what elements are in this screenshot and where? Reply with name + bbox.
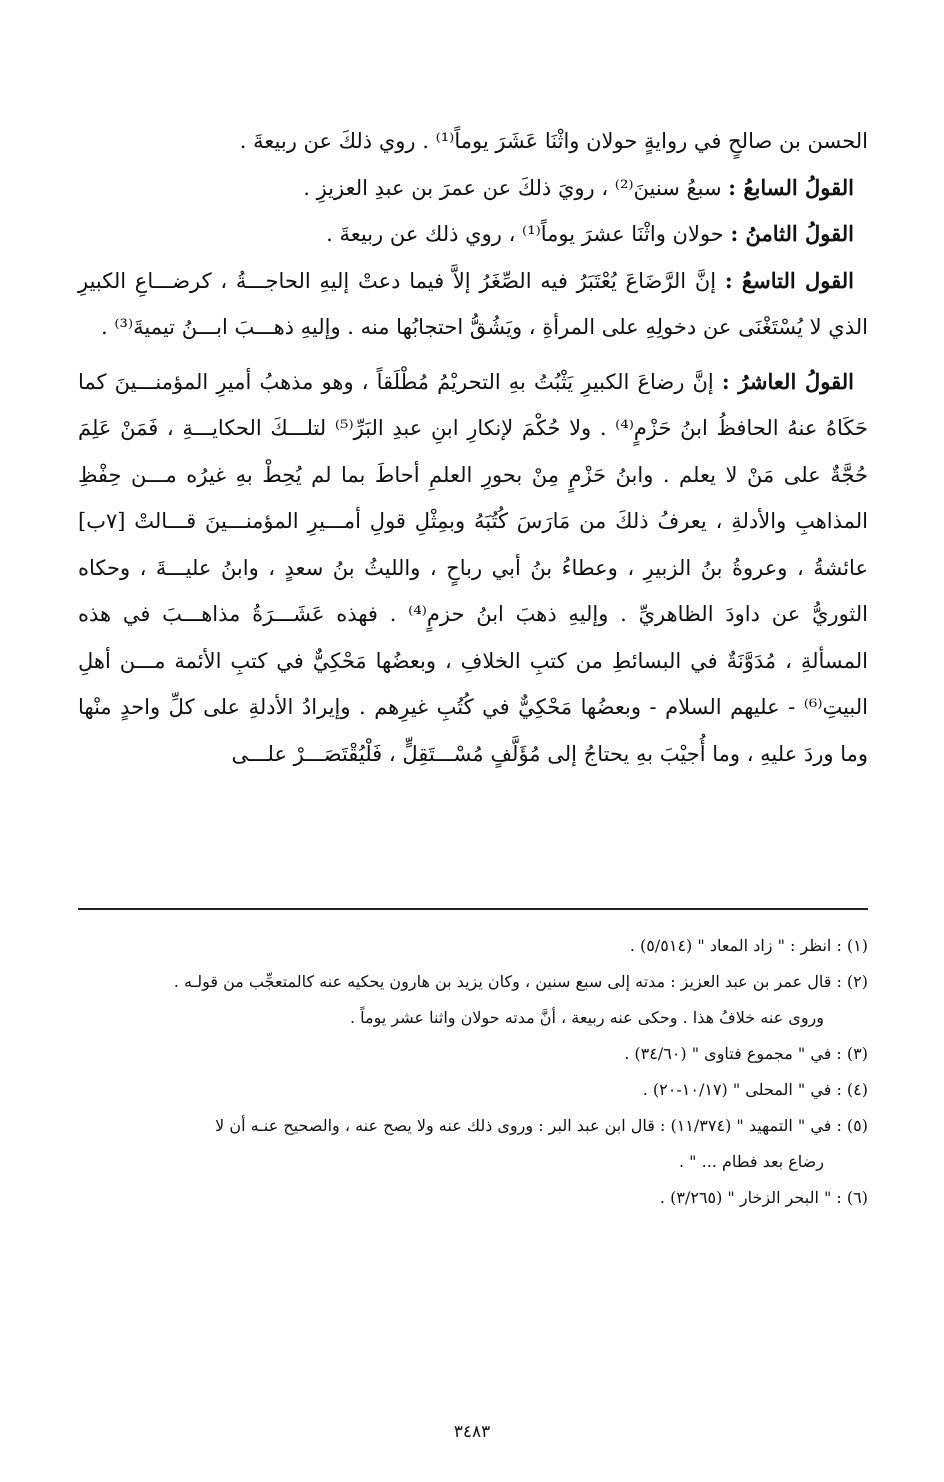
paragraph-text: إنَّ رضاعَ الكبيرِ يَثْبُتُ بهِ التحريْمُ مُطْلَقاً ، وهو مذهبُ أميرِ المؤمنـــينَ كما حَكَاهُ عنهُ الحافظُ ابنُ حَزْمٍ⁽⁴⁾ . ولا حُكْمَ لإنكارِ ابنِ عبدِ البَرِّ⁽⁵⁾ لتلـــكَ الحكايـــةِ ، فَمَنْ عَلِمَ حُجَّةٌ على مَنْ لا يعلم . وابنُ حَزْمٍ مِنْ بحورِ العلمِ أحاطَ بما لم يُحِطْ بهِ غيرُه مـــن حِفْظِ المذاهبِ والأدلةِ ، يعرفُ ذلكَ من مَارَسَ كُتُبَهُ وبمِثْلِ قولِ أمـــيرِ المؤمنـــينَ قـــالتْ [٧ب] عائشةُ ، وعروةُ بنُ الزبيرِ ، وعطاءُ بنُ أبي رباحٍ ، والليثُ بنُ سعدٍ ، وابنُ عليـــةَ ، وحكاه الثوريُّ عن داودَ الظاهريِّ . وإليهِ ذهبَ ابنُ حزمٍ⁽⁴⁾ . فهذه عَشَـــرَةُ مذاهـــبَ في هذه المسألةِ ، مُدَوَّنَةٌ في البسائطِ من كتبِ الخلافِ ، وبعضُها مَحْكِيٌّ في كتبِ الأئمة مـــن أهلِ البيتِ⁽⁶⁾ - عليهم السلام - وبعضُها مَحْكِيٌّ في كُتُبِ غيرِهم . وإيرادُ الأدلةِ على كلِّ واحدٍ منْها وما وردَ عليهِ ، وما أُجيْبَ بهِ يحتاجُ إلى مُؤَلَّفٍ مُسْـــتَقِلٍّ ، فَلْيُقْتَصَـــرْ علـــى xyxy=(78,369,869,766)
footnote-separator xyxy=(78,908,868,910)
opinion-heading: القولُ الثامنُ : xyxy=(730,221,854,246)
paragraph-hasan xyxy=(78,118,868,165)
paragraph-text: إنَّ الرَّضَاعَ يُعْتَبَرُ فيه الصِّغَرُ إلاَّ فيما دعتْ إليهِ الحاجـــةُ ، كرضـــاعِ الكبيرِ الذي لا يُسْتَغْنَى عن دخولِهِ على المرأةِ ، ويَشُقُّ احتجابُها منه . وإليهِ ذهـــبَ ابـــنُ تيميةَ⁽³⁾ . xyxy=(78,268,868,339)
opinion-heading: القولُ السابعُ : xyxy=(728,174,854,200)
paragraph-tenth-opinion xyxy=(78,359,868,778)
footnote-5: (٥) : في " التمهيد " (١١/٣٧٤) : قال ابن عبد البر : وروى ذلك عنه ولا يصح عنه ، والصحيح عنـه أن لا xyxy=(215,1116,868,1135)
paragraph-eighth-opinion xyxy=(78,211,868,258)
footnote-2: (٢) : قال عمر بن عبد العزيز : مدته إلى سبع سنين ، وكان يزيد بن هارون يحكيه عنه كالمتعجِّب من قولـه . xyxy=(173,972,868,991)
paragraph-seventh-opinion xyxy=(78,165,868,212)
paragraph-text: حولان واثْنَا عشرَ يوماً⁽¹⁾ ، روي ذلك عن ربيعةَ . xyxy=(326,222,731,246)
footnote-5-continuation: رضاع بعد فطام ... " . xyxy=(679,1152,824,1171)
paragraph-text: سبعُ سنينَ⁽²⁾ ، رويَ ذلكَ عن عمرَ بن عبدِ العزيزِ . xyxy=(303,175,729,200)
opinion-heading: القول التاسعُ : xyxy=(724,267,854,293)
opinion-heading: القولُ العاشرُ : xyxy=(721,368,854,394)
footnote-2-continuation: وروى عنه خلافُ هذا . وحكى عنه ربيعة ، أنَّ مدته حولان واثنا عشر يوماً . xyxy=(350,1008,824,1027)
paragraph-ninth-opinion xyxy=(78,258,868,351)
footnote-3: (٣) : في " مجموع فتاوى " (٣٤/٦٠) . xyxy=(624,1044,868,1063)
paragraph-text: الحسن بن صالحٍ في روايةٍ حولان واثْنَا عَشَرَ يوماً⁽¹⁾ . روي ذلكَ عن ربيعةَ . xyxy=(239,129,868,153)
footnote-4: (٤) : في " المحلى " (١٠/١٧-٢٠) . xyxy=(642,1080,868,1099)
footnote-6: (٦) : " البحر الزخار " (٣/٢٦٥) . xyxy=(659,1188,868,1207)
footnote-1: (١) : انظر : " زاد المعاد " (٥/٥١٤) . xyxy=(629,936,868,955)
page-number: ٣٤٨٣ xyxy=(453,1422,491,1442)
main-text xyxy=(78,118,868,777)
footnotes xyxy=(78,928,868,1216)
